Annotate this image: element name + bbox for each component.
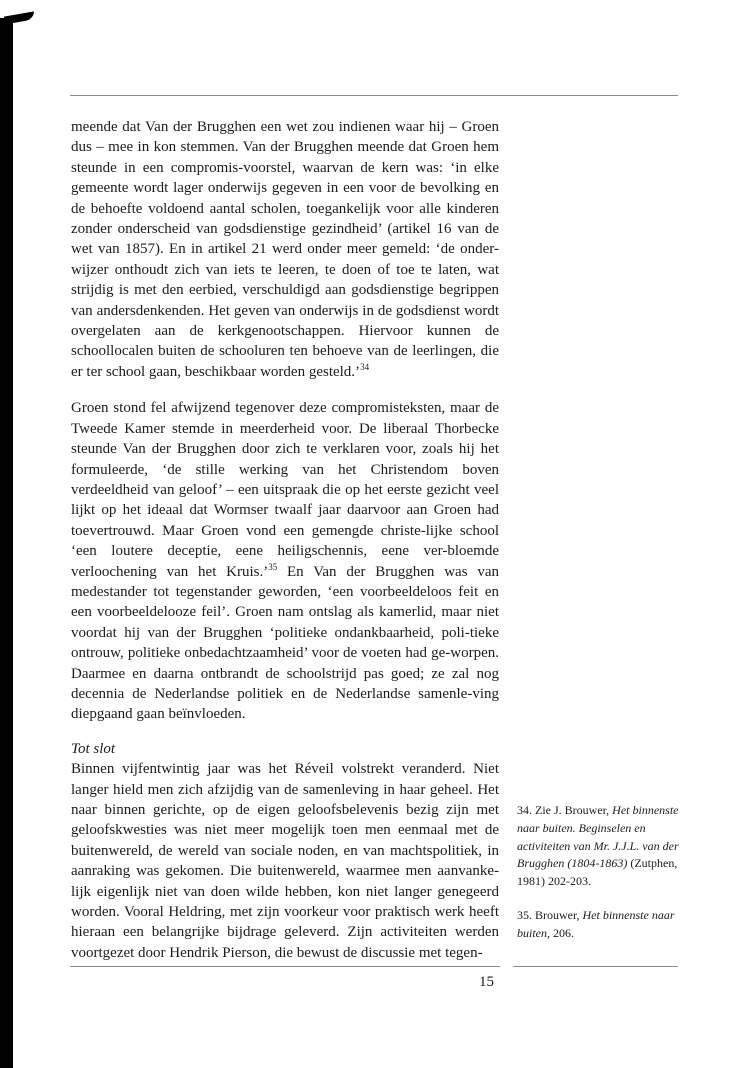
paragraph-2-text-b: En Van der Brugghen was van medestander tot tegenstander geworden, ‘een voorbeeldeloos feit en een voorbeeldelooze feil’. Groen nam ontslag als kamerlid, maar niet voordat hij van der Brugghen ‘politieke ondankbaarheid, poli-tieke ontrouw, politieke onbedachtzaamheid’ voor de voeten had ge-worpen. Daarmee en daarna ontbrandt de schoolstrijd pas goed; ze zal nog decennia de Nederlandse politiek en de Nederlandse samenle-ving diepgaand gaan beïnvloeden. [71, 563, 499, 723]
scan-edge-hook [4, 11, 34, 24]
scan-edge-bar [0, 18, 13, 1068]
paragraph-1-text: meende dat Van der Brugghen een wet zou indienen waar hij – Groen dus – mee in kon stemmen. Van der Brugghen meende dat Groen hem steunde in een compromis-voorstel, waarvan de kern was: ‘in elke gemeente wordt lager onderwijs gegeven in een voor de bevolking en de behoefte voldoend aantal scholen, toegankelijk voor alle kinderen zonder onderscheid van godsdienstige gezindheid’ (artikel 16 van de wet van 1857). En in artikel 21 werd onder meer gemeld: ‘de onder-wijzer onthoudt zich van iets te leeren, te doen of toe te laten, wat strijdig is met den eerbied, verschuldigd aan godsdienstige begrippen van andersdenkenden. Het geven van onderwijs in de godsdienst wordt overgelaten aan de kerkgenootschappen. Hiervoor kunnen de schoollocalen buiten de schooluren ten behoeve van de leerlingen, die er ter school gaan, beschikbaar worden gesteld.’ [71, 119, 499, 380]
footer-rule-right [513, 966, 678, 967]
paragraph-3: Binnen vijfentwintig jaar was het Réveil volstrekt veranderd. Niet langer hield men zich afzijdig van de samenleving in haar geheel. Het naar binnen gerichte, op de eigen geloofsbelevenis bezig zijn met geloofskwesties was niet meer mogelijk toen men eenmaal met de buitenwereld, de wereld van sociale noden, en van machtspolitiek, in aanraking was gekomen. Die buitenwereld, waarmee men aanvanke-lijk eigenlijk niet van doen wilde hebben, kon niet langer genegeerd worden. Vooral Heldring, met zijn voorkeur voor praktisch werk heeft hieraan een belangrijke bijdrage geleverd. Zijn activiteiten werden voortgezet door Hendrik Pierson, die bewust de discussie met tegen- [71, 761, 499, 961]
footnote-35-title: Het binnenste naar buiten [517, 907, 675, 940]
footnote-34-author: Zie J. Brouwer, [532, 803, 613, 817]
footnote-34 [517, 802, 682, 891]
section-heading: Tot slot [71, 740, 116, 757]
footnotes-margin [517, 802, 682, 943]
paragraph-2 [71, 398, 499, 725]
paragraph-1 [71, 117, 499, 382]
footnote-34-title: Het binnenste naar buiten. Beginselen en activiteiten van Mr. J.J.L. van der Brugghen (1804-1863) [517, 803, 679, 871]
footnote-ref-34: 34 [360, 361, 370, 372]
footnote-34-publication: (Zutphen, 1981) 202-203. [517, 856, 678, 889]
footnote-35 [517, 907, 682, 943]
footer-rule-left [70, 966, 500, 967]
footnote-35-author: Brouwer, [532, 907, 583, 922]
footnote-34-label: 34. [517, 803, 532, 817]
page-number: 15 [479, 974, 494, 990]
footnote-ref-35: 35 [268, 561, 278, 572]
main-text-column [71, 117, 499, 963]
footnote-35-label: 35. [517, 907, 532, 922]
paragraph-2-text-a: Groen stond fel afwijzend tegenover deze compromisteksten, maar de Tweede Kamer stemde in meerderheid voor. De liberaal Thorbecke steunde Van der Brugghen door zich te verklaren voor, zoals hij het formuleerde, ‘de stille werking van het Christendom boven verdeeldheid van geloof’ – een uitspraak die op het eerste gezicht veel lijkt op het ideaal dat Wormser twaalf jaar daarvoor aan Groen had toevertrouwd. Maar Groen vond een gemengde christe-lijke school ‘een loutere deceptie, eene heiligschennis, eene ver-bloemde verloochening van het Kruis.’ [71, 400, 499, 580]
header-rule [70, 95, 678, 96]
footnote-35-pages: , 206. [547, 925, 574, 940]
